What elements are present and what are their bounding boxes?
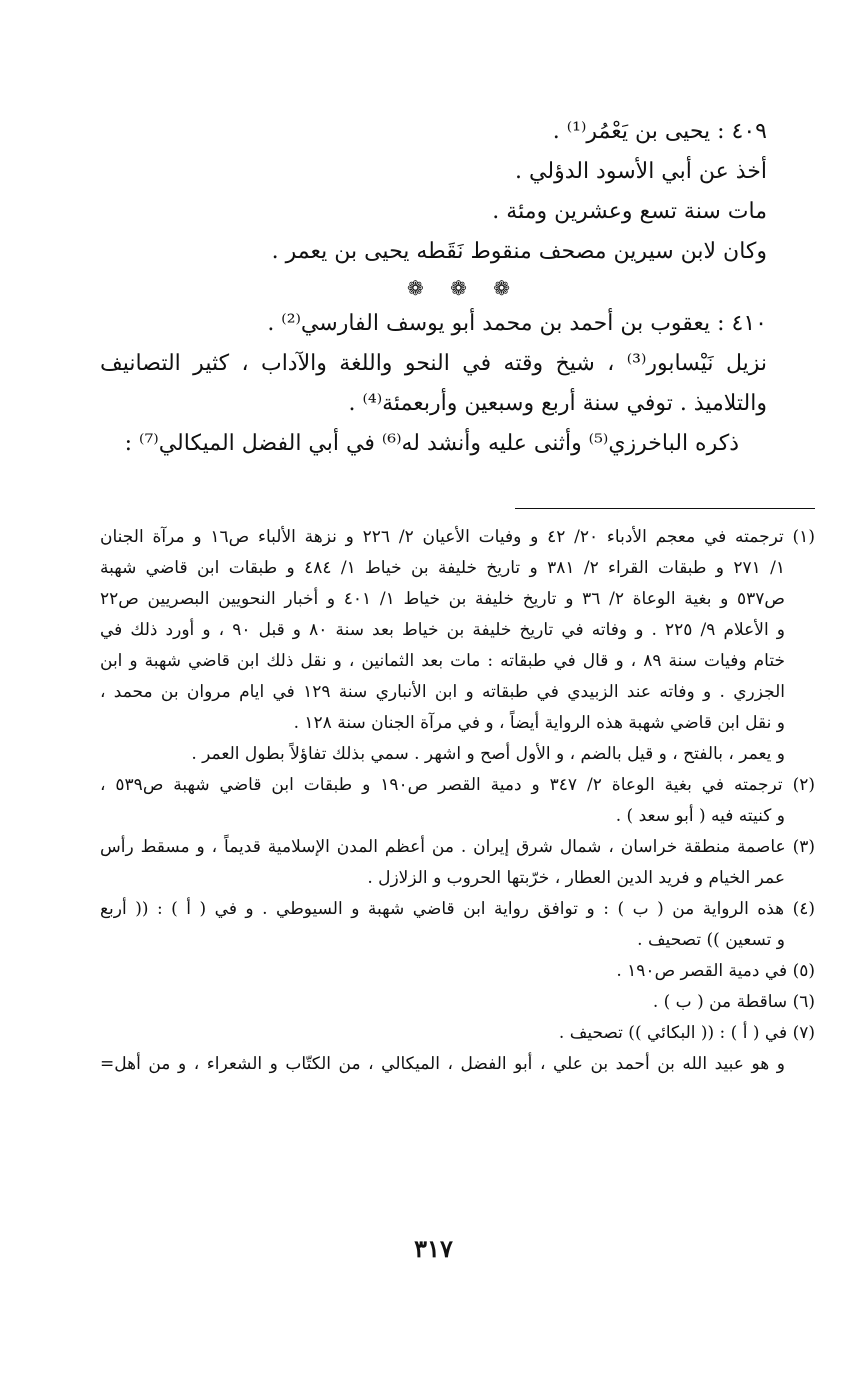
footnote-line: (١) ترجمته في معجم الأدباء ٢٠/ ٤٢ و وفيات الأعيان ٢/ ٢٢٦ و نزهة الألباء ص١٦ و مرآة الجنان xyxy=(100,527,815,547)
footnote-line: و هو عبيد الله بن أحمد بن علي ، أبو الفضل ، الميكالي ، من الكتّاب و الشعراء ، و من أهل= xyxy=(100,1054,785,1074)
footnote-line: و كنيته فيه ( أبو سعد ) . xyxy=(615,806,785,826)
page-number: ٣١٧ xyxy=(414,1234,453,1263)
footnote-line: الجزري . و وفاته عند الزبيدي في طبقاته و ابن الأنباري سنة ١٢٩ في ايام مروان بن محمد ، xyxy=(100,682,785,702)
footnote-line: و نقل ابن قاضي شهبة هذه الرواية أيضاً ، و في مرآة الجنان سنة ١٢٨ . xyxy=(293,713,785,733)
footnote-line: و الأعلام ٩/ ٢٢٥ . و وفاته في تاريخ خليفة بن خياط بعد سنة ٨٠ و قبل ٩٠ ، و أورد ذلك في xyxy=(100,620,785,640)
footnote-line: ختام وفيات سنة ٨٩ ، و قال في طبقاته : مات بعد الثمانين ، و نقل ذلك ابن قاضي شهبة و ابن xyxy=(100,651,785,671)
main-text xyxy=(100,112,767,464)
footnote-divider xyxy=(515,508,815,509)
entry-410-line-2: والتلاميذ . توفي سنة أربع وسبعين وأربعمئة⁽⁴⁾ . xyxy=(348,391,767,416)
footnote-line: (٣) عاصمة منطقة خراسان ، شمال شرق إيران . من أعظم المدن الإسلامية قديماً ، و مسقط رأس xyxy=(100,837,815,857)
footnote-line: (٦) ساقطة من ( ب ) . xyxy=(652,992,815,1012)
footnote-line: ص٥٣٧ و بغية الوعاة ٢/ ٣٦ و تاريخ خليفة بن خياط ١/ ٤٠١ و أخبار النحويين البصريين ص٢٢ xyxy=(100,589,785,609)
entry-410-line-3: ذكره الباخرزي⁽⁵⁾ وأثنى عليه وأنشد له⁽⁶⁾ في أبي الفضل الميكالي⁽⁷⁾ : xyxy=(124,431,739,456)
entry-410-line-1: نزيل نَيْسابور⁽³⁾ ، شيخ وقته في النحو واللغة والآداب ، كثير التصانيف xyxy=(100,351,767,376)
footnote-line: (٧) في ( أ ) : (( البكائي )) تصحيف . xyxy=(558,1023,815,1043)
footnotes xyxy=(100,522,815,1080)
footnote-line: (٥) في دمية القصر ص١٩٠ . xyxy=(616,961,815,981)
entry-409-line-3: وكان لابن سيرين مصحف منقوط نَقَطه يحيى بن يعمر . xyxy=(271,239,767,264)
entry-410-heading: ٤١٠ : يعقوب بن أحمد بن محمد أبو يوسف الفارسي⁽²⁾ . xyxy=(267,311,767,336)
footnote-line: و يعمر ، بالفتح ، و قيل بالضم ، و الأول أصح و اشهر . سمي بذلك تفاؤلاً بطول العمر . xyxy=(191,744,785,764)
footnote-line: (٢) ترجمته في بغية الوعاة ٢/ ٣٤٧ و دمية القصر ص١٩٠ و طبقات ابن قاضي شهبة ص٥٣٩ ، xyxy=(100,775,815,795)
footnote-line: و تسعين )) تصحيف . xyxy=(637,930,785,950)
separator-ornament: ❁ ❁ ❁ xyxy=(407,276,520,300)
entry-409-heading: ٤٠٩ : يحيى بن يَعْمُر⁽¹⁾ . xyxy=(552,119,767,144)
entry-409-line-1: أخذ عن أبي الأسود الدؤلي . xyxy=(515,159,767,184)
footnote-line: عمر الخيام و فريد الدين العطار ، خرّبتها الحروب و الزلازل . xyxy=(367,868,785,888)
footnote-line: (٤) هذه الرواية من ( ب ) : و توافق رواية ابن قاضي شهبة و السيوطي . و في ( أ ) : (( أربع xyxy=(100,899,815,919)
section-separator xyxy=(100,272,767,304)
footnote-line: ١/ ٢٧١ و طبقات القراء ٢/ ٣٨١ و تاريخ خليفة بن خياط ١/ ٤٨٤ و طبقات ابن قاضي شهبة xyxy=(100,558,786,578)
entry-409-line-2: مات سنة تسع وعشرين ومئة . xyxy=(492,199,767,224)
